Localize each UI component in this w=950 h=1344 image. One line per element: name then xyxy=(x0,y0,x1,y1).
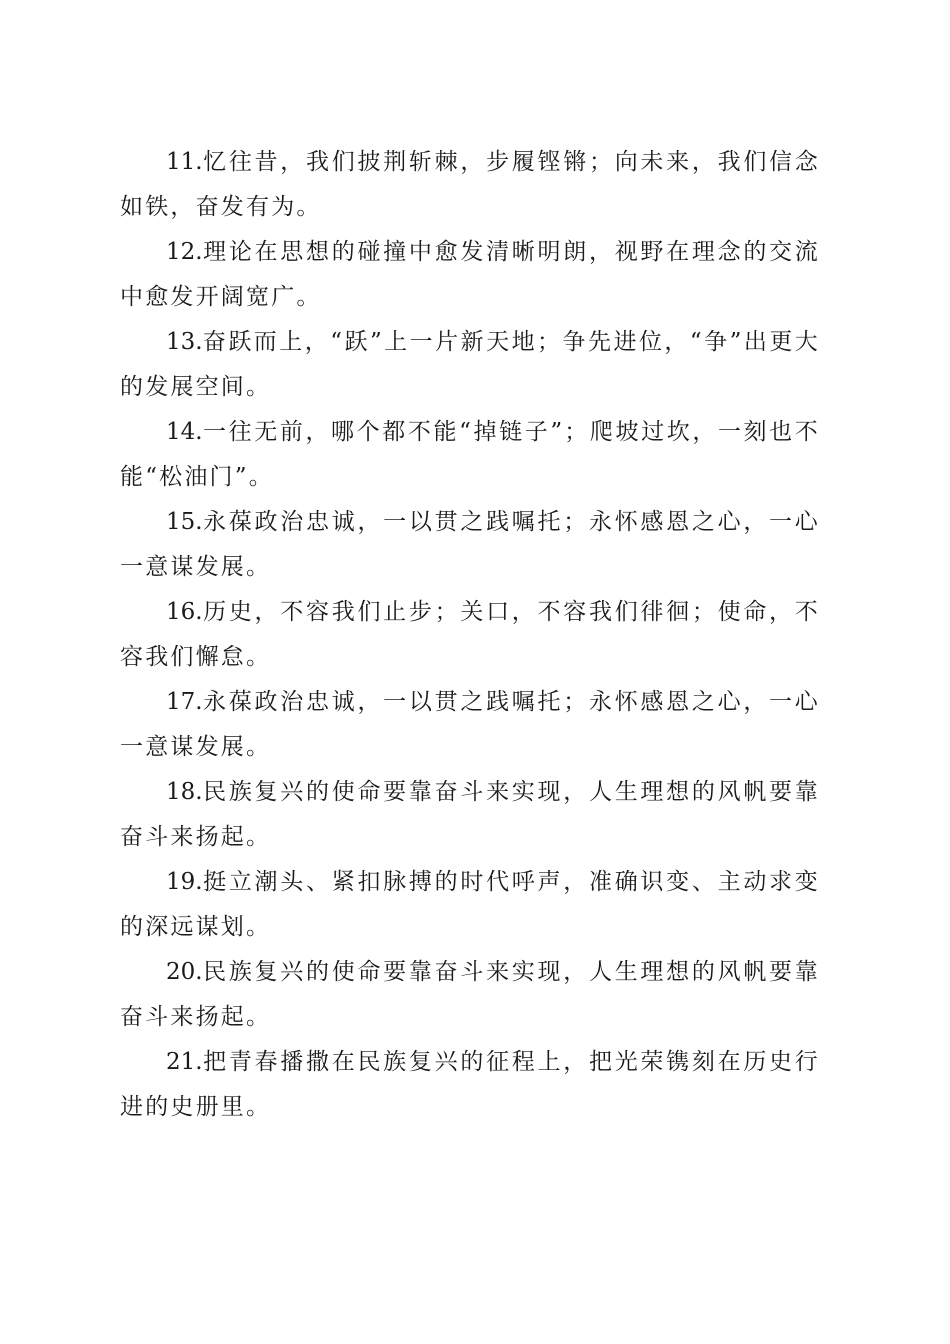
list-item xyxy=(120,590,820,680)
list-item xyxy=(120,500,820,590)
list-item xyxy=(120,860,820,950)
list-item xyxy=(120,140,820,230)
item-number: 15. xyxy=(166,509,203,535)
item-text: 忆往昔，我们披荆斩棘，步履铿锵；向未来，我们信念如铁，奋发有为。 xyxy=(120,149,820,220)
list-item xyxy=(120,230,820,320)
list-item xyxy=(120,950,820,1040)
list-item xyxy=(120,1040,820,1130)
item-number: 13. xyxy=(166,329,203,355)
list-item xyxy=(120,320,820,410)
item-number: 20. xyxy=(166,959,203,985)
item-number: 12. xyxy=(166,239,203,265)
list-item xyxy=(120,410,820,500)
item-text: 历史，不容我们止步；关口，不容我们徘徊；使命，不容我们懈怠。 xyxy=(120,599,820,670)
item-text: 一往无前，哪个都不能“掉链子”；爬坡过坎，一刻也不能“松油门”。 xyxy=(120,419,820,490)
item-text: 理论在思想的碰撞中愈发清晰明朗，视野在理念的交流中愈发开阔宽广。 xyxy=(120,239,820,310)
document-body xyxy=(120,140,820,1130)
item-number: 14. xyxy=(166,419,203,445)
item-number: 16. xyxy=(166,599,203,625)
item-number: 21. xyxy=(166,1049,203,1075)
item-text: 把青春播撒在民族复兴的征程上，把光荣镌刻在历史行进的史册里。 xyxy=(120,1049,820,1120)
item-number: 11. xyxy=(166,149,203,175)
item-text: 挺立潮头、紧扣脉搏的时代呼声，准确识变、主动求变的深远谋划。 xyxy=(120,869,820,940)
item-number: 18. xyxy=(166,779,203,805)
item-text: 民族复兴的使命要靠奋斗来实现，人生理想的风帆要靠奋斗来扬起。 xyxy=(120,779,820,850)
item-number: 17. xyxy=(166,689,203,715)
item-text: 永葆政治忠诚，一以贯之践嘱托；永怀感恩之心，一心一意谋发展。 xyxy=(120,509,820,580)
item-number: 19. xyxy=(166,869,203,895)
list-item xyxy=(120,680,820,770)
list-item xyxy=(120,770,820,860)
item-text: 民族复兴的使命要靠奋斗来实现，人生理想的风帆要靠奋斗来扬起。 xyxy=(120,959,820,1030)
item-text: 永葆政治忠诚，一以贯之践嘱托；永怀感恩之心，一心一意谋发展。 xyxy=(120,689,820,760)
item-text: 奋跃而上，“跃”上一片新天地；争先进位，“争”出更大的发展空间。 xyxy=(120,329,820,400)
